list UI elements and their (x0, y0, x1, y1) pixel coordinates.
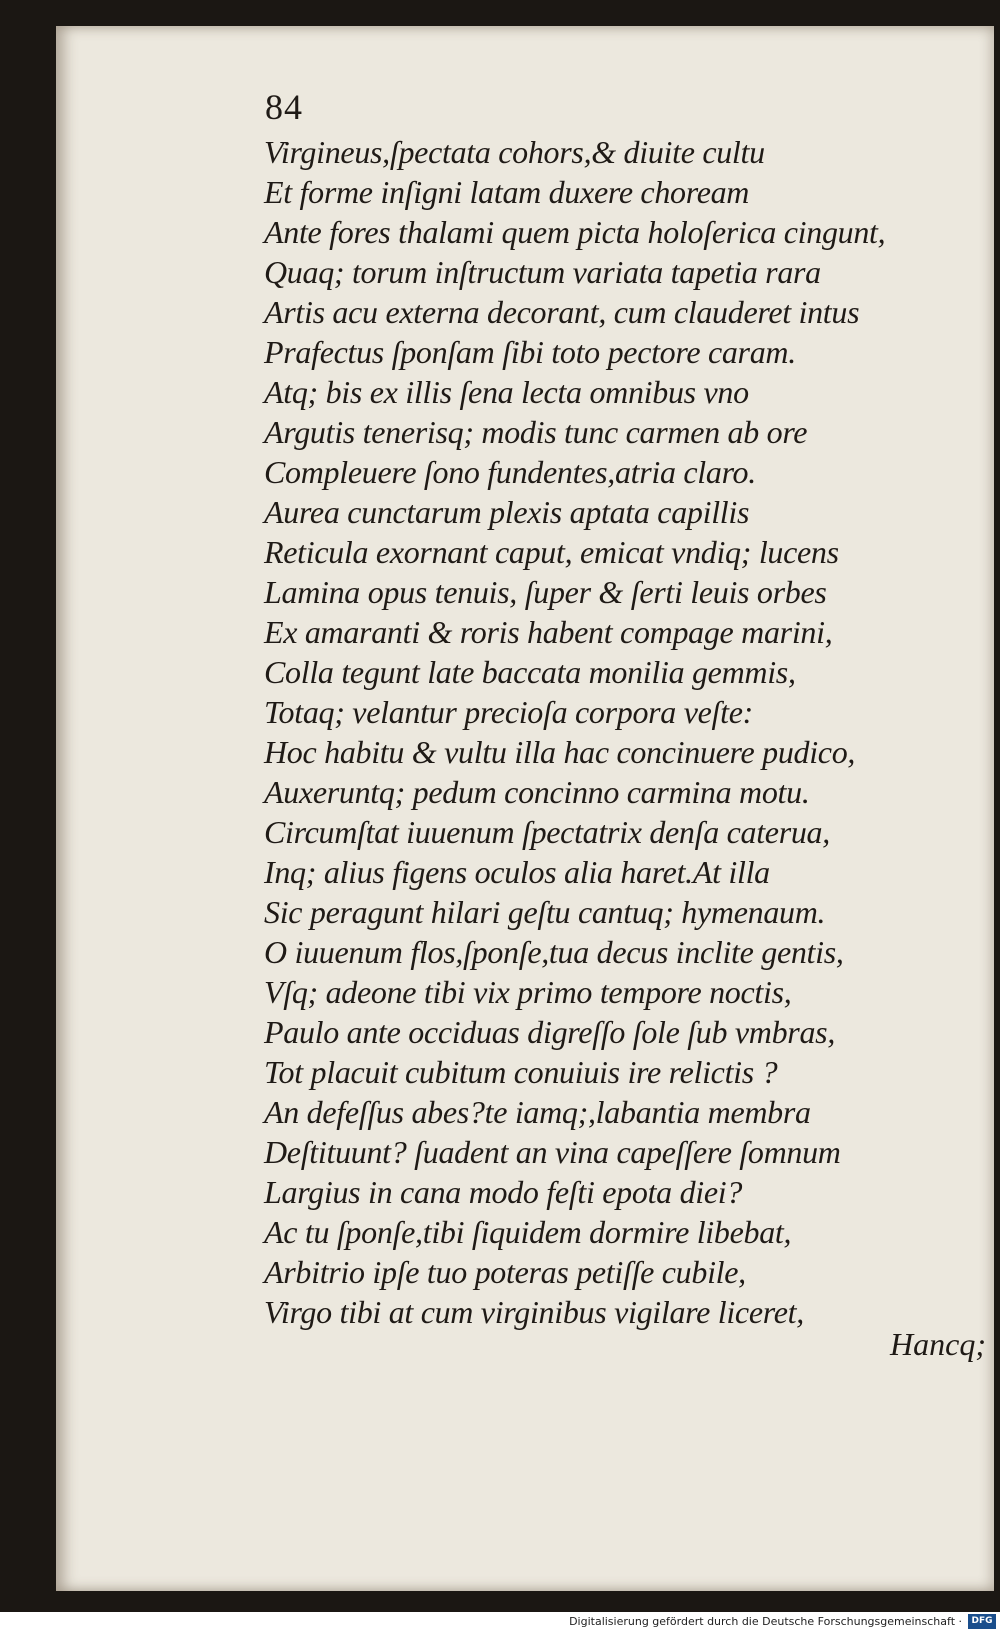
verse-line: Auxeruntq; pedum concinno carmina motu. (264, 774, 810, 810)
verse-line: Atq; bis ex illis ſena lecta omnibus vno (264, 374, 749, 410)
verse-line: Deſtituunt? ſuadent an vina capeſſere ſomnum (264, 1134, 841, 1170)
verse-line: Virgineus,ſpectata cohors,& diuite cultu (264, 134, 765, 170)
verse-line: Totaq; velantur precioſa corpora veſte: (264, 694, 753, 730)
verse-line: Sic peragunt hilari geſtu cantuq; hymenaum. (264, 894, 826, 930)
verse-line: Arbitrio ipſe tuo poteras petiſſe cubile, (264, 1254, 746, 1290)
verse-line: Inq; alius figens oculos alia haret.At illa (264, 854, 770, 890)
verse-line: Argutis tenerisq; modis tunc carmen ab ore (264, 414, 808, 450)
verse-line: Reticula exornant caput, emicat vndiq; lucens (264, 534, 839, 570)
verse-line: Lamina opus tenuis, ſuper & ſerti leuis orbes (264, 574, 827, 610)
funding-credit: Digitalisierung gefördert durch die Deutsche Forschungsgemeinschaft · (569, 1615, 962, 1628)
verse-line: Et forme inſigni latam duxere choream (264, 174, 750, 210)
verse-line: Quaq; torum inſtructum variata tapetia rara (264, 254, 821, 290)
verse-text (264, 132, 984, 1332)
verse-line: Hoc habitu & vultu illa hac concinuere pudico, (264, 734, 856, 770)
verse-line: An defeſſus abes?te iamq;,labantia membra (264, 1094, 811, 1130)
verse-line: Compleuere ſono fundentes,atria claro. (264, 454, 756, 490)
verse-line: Aurea cunctarum plexis aptata capillis (264, 494, 750, 530)
verse-line: Largius in cana modo feſti epota diei? (264, 1174, 743, 1210)
verse-line: Virgo tibi at cum virginibus vigilare liceret, (264, 1294, 804, 1330)
page-number: 84 (265, 87, 303, 127)
dfg-logo[interactable]: DFG (968, 1614, 996, 1629)
verse-line: Circumſtat iuuenum ſpectatrix denſa caterua, (264, 814, 830, 850)
verse-line: Colla tegunt late baccata monilia gemmis, (264, 654, 796, 690)
verse-line: Ante fores thalami quem picta holoſerica cingunt, (264, 214, 886, 250)
book-page (56, 26, 994, 1591)
verse-line: Artis acu externa decorant, cum clauderet intus (264, 294, 860, 330)
verse-line: Ex amaranti & roris habent compage marini, (264, 614, 833, 650)
verse-line: Ac tu ſponſe,tibi ſiquidem dormire libebat, (264, 1214, 792, 1250)
verse-line: O iuuenum flos,ſponſe,tua decus inclite gentis, (264, 934, 844, 970)
footer-bar (0, 1612, 1000, 1632)
verse-line: Paulo ante occiduas digreſſo ſole ſub vmbras, (264, 1014, 836, 1050)
verse-line: Prafectus ſponſam ſibi toto pectore caram. (264, 334, 796, 370)
verse-line: Vſq; adeone tibi vix primo tempore noctis, (264, 974, 792, 1010)
verse-line: Tot placuit cubitum conuiuis ire relictis ? (264, 1054, 778, 1090)
catchword: Hancq; (890, 1326, 986, 1362)
